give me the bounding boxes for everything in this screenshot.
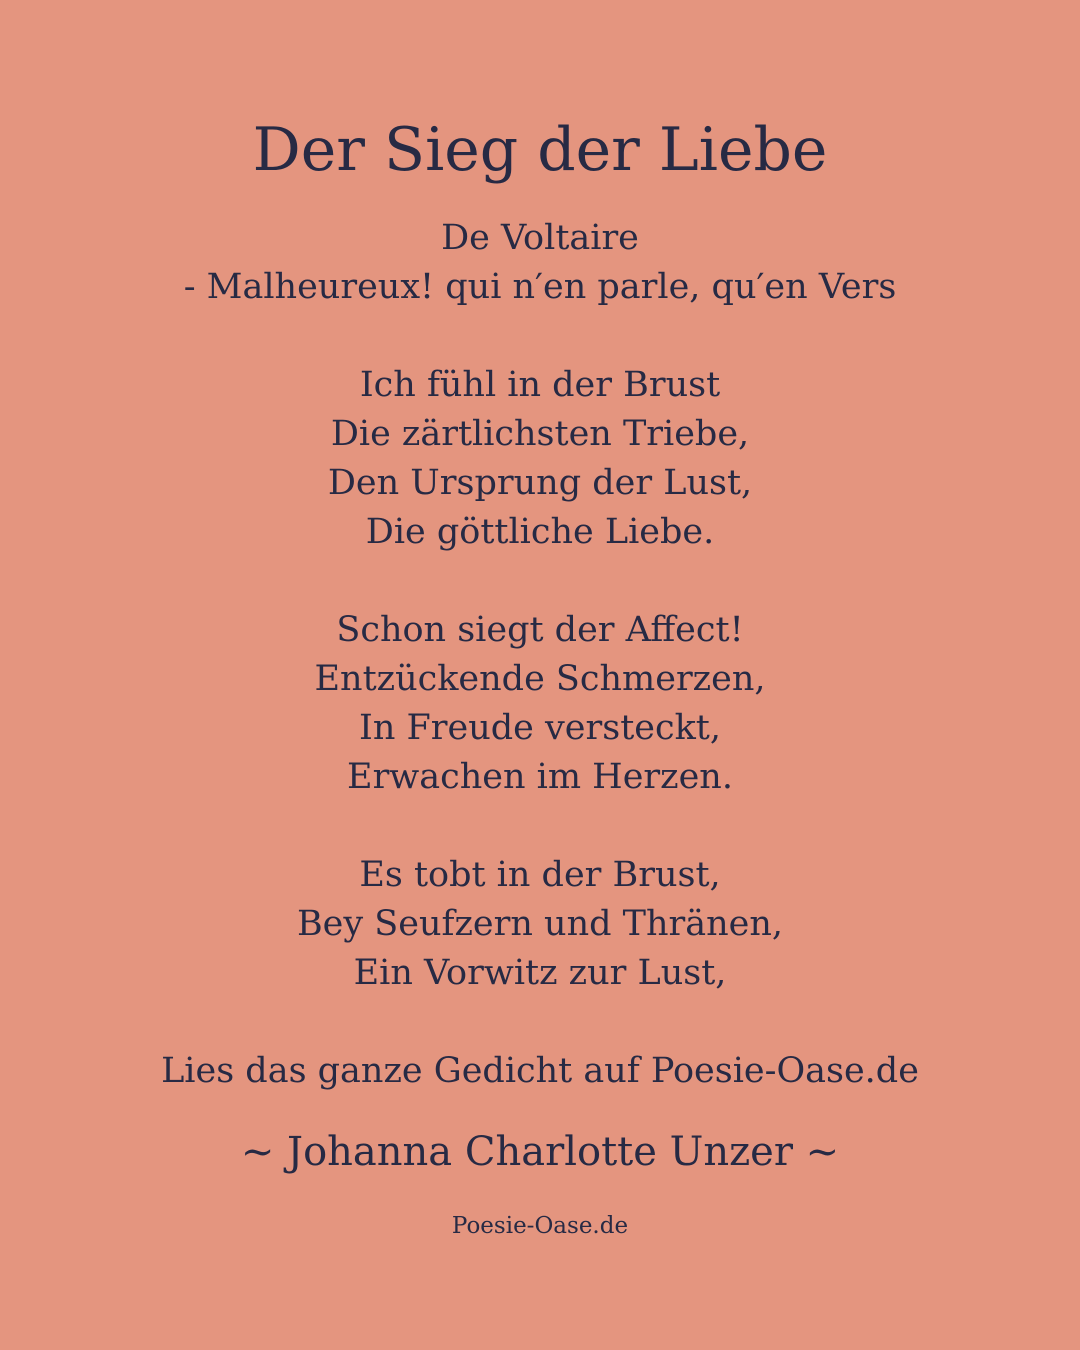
stanza-2-line-1: Schon siegt der Affect! [336, 610, 744, 650]
stanza-gap [0, 312, 1080, 361]
stanza-1-line-4: Die göttliche Liebe. [365, 512, 715, 552]
epigraph-source: De Voltaire [441, 218, 639, 258]
read-more-text: Lies das ganze Gedicht auf Poesie-Oase.de [161, 1051, 919, 1091]
stanza-1-line-2: Die zärtlichsten Triebe, [330, 414, 750, 454]
stanza-2-line-4: Erwachen im Herzen. [347, 757, 733, 797]
stanza-2-line-3: In Freude versteckt, [359, 708, 721, 748]
site-watermark: Poesie-Oase.de [451, 1213, 629, 1239]
stanza-gap [0, 557, 1080, 606]
stanza-gap [0, 802, 1080, 851]
author-name: ~ Johanna Charlotte Unzer ~ [240, 1129, 840, 1175]
stanza-1-line-3: Den Ursprung der Lust, [327, 463, 753, 503]
poem-body [0, 214, 1080, 998]
epigraph-quote: - Malheureux! qui n′en parle, qu′en Vers [183, 267, 897, 307]
stanza-3-line-1: Es tobt in der Brust, [359, 855, 721, 895]
stanza-2-line-2: Entzückende Schmerzen, [314, 659, 766, 699]
stanza-3-line-2: Bey Seufzern und Thränen, [296, 904, 784, 944]
poem-title: Der Sieg der Liebe [252, 115, 828, 185]
stanza-3-line-3: Ein Vorwitz zur Lust, [353, 953, 727, 993]
stanza-1-line-1: Ich fühl in der Brust [359, 365, 721, 405]
